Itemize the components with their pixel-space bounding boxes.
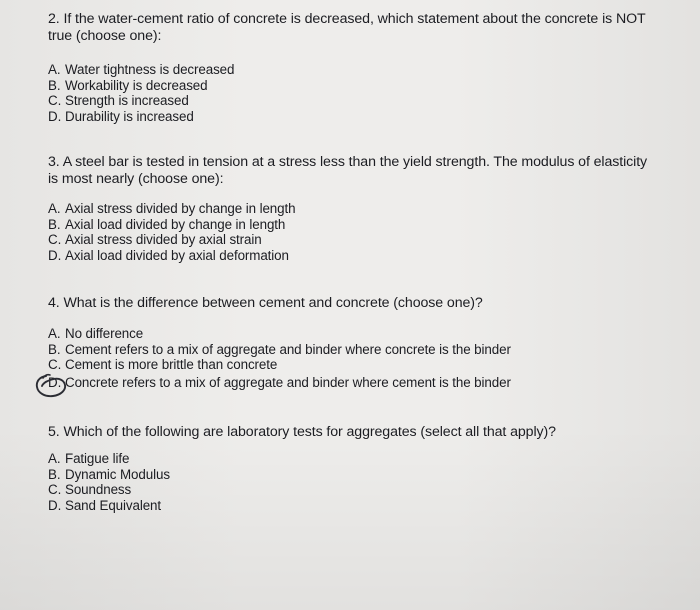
option-letter: D. xyxy=(48,374,62,390)
option-letter: A. xyxy=(48,326,61,341)
option-letter: D. xyxy=(48,247,62,263)
question-3-text: 3. A steel bar is tested in tension at a stress less than the yield strength. The modulus of elasticity is most nearly (choose one): xyxy=(48,154,648,187)
question-2-option-c[interactable] xyxy=(48,93,668,109)
option-text: Workability is decreased xyxy=(65,77,208,93)
question-5-option-a[interactable] xyxy=(48,451,668,467)
question-3-option-c[interactable] xyxy=(48,232,668,248)
option-letter: B. xyxy=(48,216,61,232)
option-text: Axial stress divided by axial strain xyxy=(65,232,262,248)
option-text: Axial load divided by change in length xyxy=(65,216,286,232)
option-text: Cement refers to a mix of aggregate and binder where concrete is the binder xyxy=(65,341,511,357)
option-letter: B. xyxy=(48,466,61,482)
option-text: Concrete refers to a mix of aggregate and binder where cement is the binder xyxy=(65,374,511,390)
option-letter: C. xyxy=(48,232,62,248)
question-2-option-a[interactable] xyxy=(48,62,668,78)
option-text: No difference xyxy=(65,326,144,341)
question-5-text: 5. Which of the following are laboratory tests for aggregates (select all that apply)? xyxy=(48,424,556,440)
option-letter: B. xyxy=(48,341,61,357)
option-letter: A. xyxy=(48,201,61,216)
option-letter: A. xyxy=(48,451,61,466)
option-letter: B. xyxy=(48,77,61,93)
question-5-option-d[interactable] xyxy=(48,498,668,514)
question-3-option-a[interactable] xyxy=(48,201,668,217)
option-text: Axial stress divided by change in length xyxy=(65,201,296,216)
option-text: Dynamic Modulus xyxy=(65,466,170,482)
option-text: Strength is increased xyxy=(65,93,189,109)
question-2-option-b[interactable] xyxy=(48,78,668,94)
question-3-option-b[interactable] xyxy=(48,217,668,233)
question-4-option-c[interactable] xyxy=(48,357,668,373)
option-text: Cement is more brittle than concrete xyxy=(65,357,278,373)
question-3-options xyxy=(48,201,668,263)
option-text: Durability is increased xyxy=(65,108,194,124)
option-text: Soundness xyxy=(65,482,132,498)
question-3-option-d[interactable] xyxy=(48,248,668,264)
question-4-option-b[interactable] xyxy=(48,342,668,358)
option-letter: C. xyxy=(48,93,62,109)
question-2-options xyxy=(48,62,668,124)
option-text: Axial load divided by axial deformation xyxy=(65,247,289,263)
option-letter: D. xyxy=(48,497,62,513)
question-4-options xyxy=(48,326,668,390)
question-4-option-d[interactable] xyxy=(48,375,668,391)
option-letter: A. xyxy=(48,62,61,77)
option-text: Fatigue life xyxy=(65,451,130,466)
option-letter: D. xyxy=(48,108,62,124)
option-text: Water tightness is decreased xyxy=(65,62,235,77)
question-5-option-b[interactable] xyxy=(48,467,668,483)
option-letter: C. xyxy=(48,357,62,373)
question-4-option-a[interactable] xyxy=(48,326,668,342)
question-5-option-c[interactable] xyxy=(48,482,668,498)
question-4-text: 4. What is the difference between cement and concrete (choose one)? xyxy=(48,295,483,311)
question-5-options xyxy=(48,451,668,513)
option-text: Sand Equivalent xyxy=(65,497,162,513)
question-2-option-d[interactable] xyxy=(48,109,668,125)
question-2-text: 2. If the water-cement ratio of concrete is decreased, which statement about the concrete is NOT true (choose one): xyxy=(48,11,646,44)
option-letter: C. xyxy=(48,482,62,498)
